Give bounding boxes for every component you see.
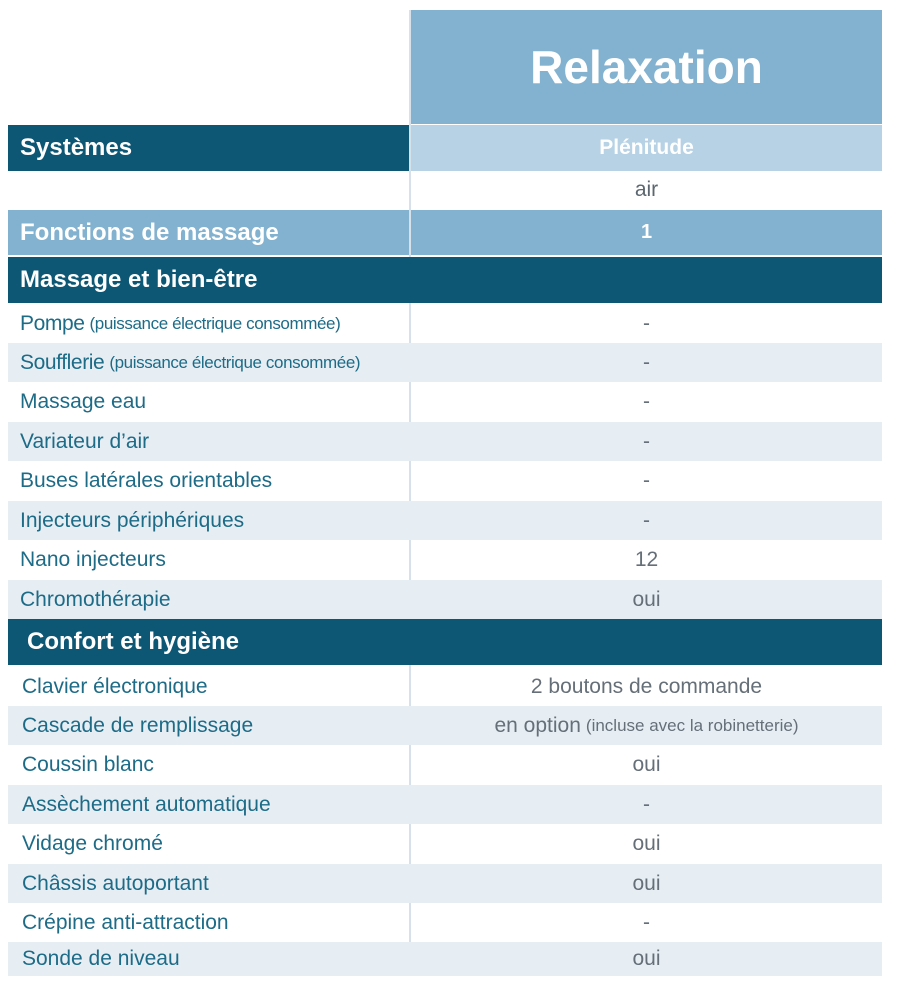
- table-row: [8, 305, 882, 343]
- functions-label: Fonctions de massage: [8, 210, 409, 255]
- row-value: -: [643, 469, 650, 492]
- row-value-note: (incluse avec la robinetterie): [585, 715, 799, 735]
- row-label: Variateur d’air: [20, 429, 150, 453]
- table-row: [8, 785, 882, 824]
- row-value: [411, 706, 882, 745]
- row-value: -: [643, 350, 650, 374]
- row-value: -: [643, 312, 650, 335]
- row-label: Clavier électronique: [22, 674, 208, 698]
- table-row: [8, 540, 882, 580]
- row-value: -: [643, 508, 650, 532]
- row-value: 2 boutons de commande: [530, 674, 763, 698]
- row-label: Massage eau: [20, 390, 147, 413]
- systems-value: Plénitude: [411, 125, 882, 171]
- row-label: Châssis autoportant: [22, 871, 209, 895]
- row-value: oui: [632, 753, 661, 776]
- table-row: [8, 942, 882, 976]
- table-row: [8, 745, 882, 785]
- table-row: [8, 824, 882, 864]
- row-label: Assèchement automatique: [22, 792, 271, 816]
- row-value: 12: [634, 548, 659, 571]
- row-value: -: [643, 910, 650, 934]
- row-label: Cascade de remplissage: [22, 713, 254, 737]
- row-label: Nano injecteurs: [20, 548, 166, 571]
- row-label: Sonde de niveau: [22, 947, 180, 970]
- row-value: -: [643, 429, 650, 453]
- row-label: Coussin blanc: [22, 753, 154, 776]
- row-label: Vidage chromé: [22, 832, 163, 855]
- row-value-text: en option: [494, 713, 581, 737]
- functions-value: 1: [411, 210, 882, 255]
- row-label: Crépine anti-attraction: [22, 910, 229, 934]
- row-value: oui: [632, 871, 661, 895]
- table-row: [8, 422, 882, 461]
- table-row: [8, 903, 882, 942]
- section-title-confort: Confort et hygiène: [8, 619, 882, 665]
- row-label: [8, 343, 409, 382]
- row-label: [8, 305, 409, 343]
- row-value: oui: [632, 832, 661, 855]
- row-value: oui: [632, 947, 661, 970]
- row-label-note: (puissance électrique consommée): [89, 314, 341, 333]
- row-label: Buses latérales orientables: [20, 469, 273, 492]
- table-row: [8, 667, 882, 706]
- section-title-massage: Massage et bien-être: [8, 257, 882, 303]
- row-value: -: [643, 792, 650, 816]
- systems-label: Systèmes: [8, 125, 409, 171]
- row-label: Injecteurs périphériques: [20, 508, 245, 532]
- table-row: [8, 864, 882, 903]
- table-row: [8, 580, 882, 619]
- row-value: -: [643, 390, 650, 413]
- row-label: Chromothérapie: [20, 587, 171, 611]
- row-label-note: (puissance électrique consommée): [109, 352, 361, 372]
- row-label-text: Pompe: [20, 312, 85, 335]
- row-label-text: Soufflerie: [20, 350, 105, 374]
- table-row: [8, 501, 882, 540]
- table-row: [8, 461, 882, 501]
- table-row: [8, 343, 882, 382]
- table-row: [8, 706, 882, 745]
- model-title: Relaxation: [411, 10, 882, 124]
- row-value: oui: [632, 587, 661, 611]
- table-row: [8, 382, 882, 422]
- systems-subvalue: air: [634, 178, 659, 201]
